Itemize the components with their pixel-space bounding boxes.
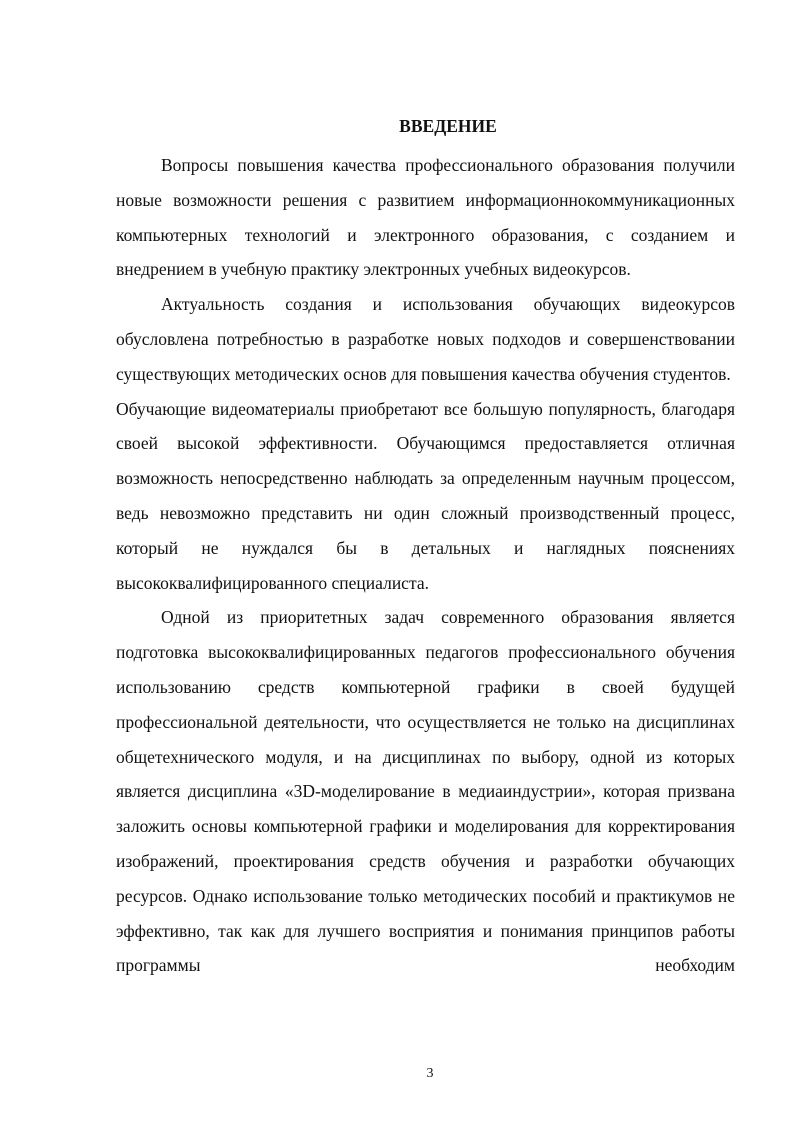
paragraph-relevance: Актуальность создания и использования обучающих видеокурсов обусловлена потребностью в разработке новых подходов и совершенствовании существующих методических основ для повышения качества обучения студентов. bbox=[116, 294, 735, 384]
paragraph-intro: Вопросы повышения качества профессионального образования получили новые возможности решения с развитием информационнокоммуникационных компьютерных технологий и электронного образования, с созданием и внедрением в учебную практику электронных учебных видеокурсов. bbox=[116, 155, 735, 280]
page-number: 3 bbox=[426, 1066, 434, 1081]
paragraph-video-materials: Обучающие видеоматериалы приобретают все большую популярность, благодаря своей высокой эффективности. Обучающимся предоставляется отличная возможность непосредственно наблюдать за определенным научным процессом, ведь невозможно представить ни один сложный производственный процесс, который не нуждался бы в детальных и наглядных пояснениях высококвалифицированного специалиста. bbox=[116, 398, 735, 593]
section-heading: ВВЕДЕНИЕ bbox=[399, 116, 497, 136]
paragraph-priority-tasks: Одной из приоритетных задач современного образования является подготовка высококвалифицированных педагогов профессионального обучения использованию средств компьютерной графики в своей будущей профессиональной деятельности, что осуществляется не только на дисциплинах общетехнического модуля, и на дисциплинах по выбору, одной из которых является дисциплина «3D-моделирование в медиаиндустрии», которая призвана заложить основы компьютерной графики и моделирования для корректирования изображений, проектирования средств обучения и разработки обучающих ресурсов. Однако использование только методических пособий и практикумов не эффективно, так как для лучшего восприятия и понимания принципов работы программы необходим bbox=[116, 607, 735, 976]
body-text bbox=[116, 148, 735, 983]
